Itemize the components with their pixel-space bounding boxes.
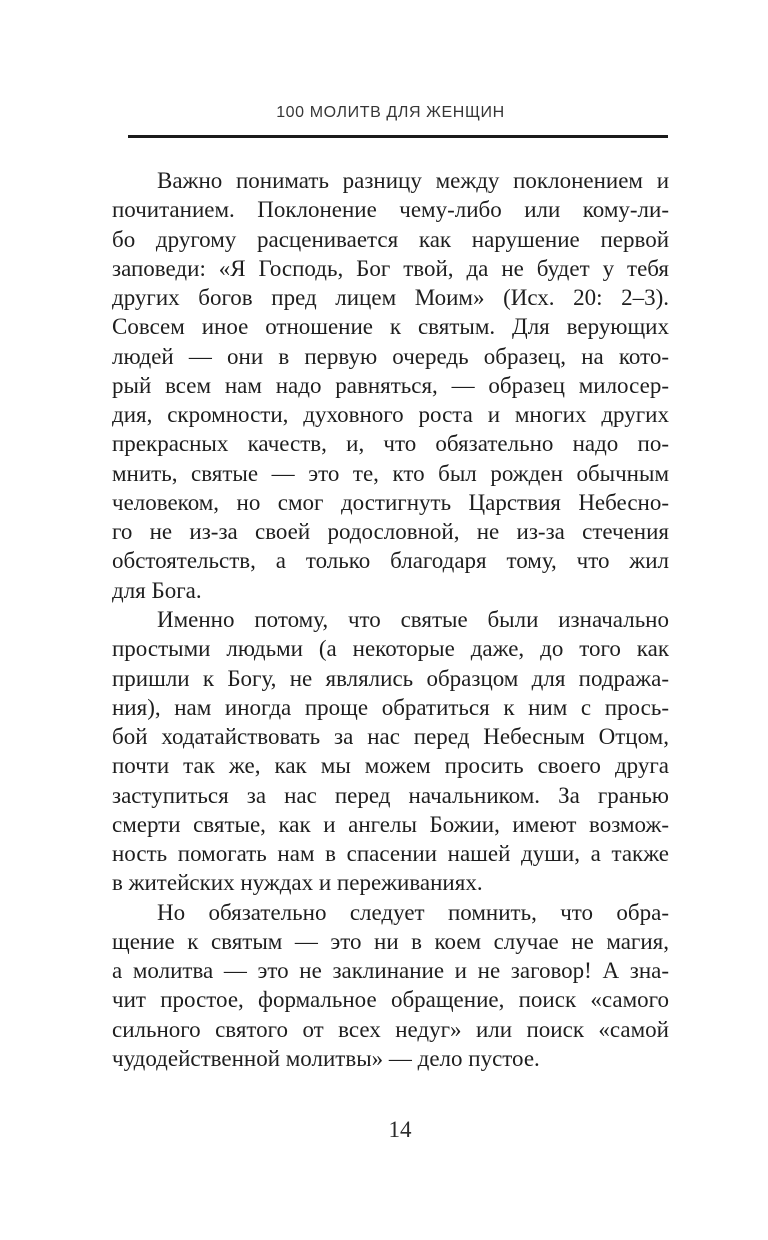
text-line: пришли к Богу, не являлись образцом для подража- <box>112 665 669 691</box>
text-line: простыми людьми (а некоторые даже, до того как <box>112 636 669 662</box>
text-line: сильного святого от всех недуг» или поиск «самой <box>112 1016 669 1042</box>
text-line: заповеди: «Я Господь, Бог твой, да не будет у тебя <box>112 255 669 281</box>
text-line: дия, скромности, духовного роста и многих других <box>112 402 669 428</box>
text-line: чит простое, формальное обращение, поиск «самого <box>112 987 669 1013</box>
text-line: щение к святым — это ни в коем случае не магия, <box>112 928 669 954</box>
header-rule <box>128 135 668 138</box>
text-line: Именно потому, что святые были изначально <box>157 606 669 632</box>
text-line: для Бога. <box>112 577 202 603</box>
running-header: 100 МОЛИТВ ДЛЯ ЖЕНЩИН <box>276 104 505 121</box>
text-line: а молитва — это не заклинание и не заговор! А зна- <box>112 958 669 984</box>
text-line: Но обязательно следует помнить, что обра- <box>157 899 669 925</box>
text-line: рый всем нам надо равняться, — образец милосер- <box>112 372 669 398</box>
text-line: смерти святые, как и ангелы Божии, имеют возмож- <box>112 811 669 837</box>
text-line: заступиться за нас перед начальником. За гранью <box>112 782 669 808</box>
text-line: мнить, святые — это те, кто был рожден обычным <box>112 460 669 486</box>
text-line: почти так же, как мы можем просить своего друга <box>112 753 669 779</box>
text-line: людей — они в первую очередь образец, на кото- <box>112 343 669 369</box>
text-line: Важно понимать разницу между поклонением и <box>157 168 669 193</box>
text-line: Совсем иное отношение к святым. Для верующих <box>112 314 669 340</box>
text-line: бо другому расценивается как нарушение первой <box>112 226 669 252</box>
text-line: в житейских нуждах и переживаниях. <box>112 870 483 896</box>
text-line: человеком, но смог достигнуть Царствия Небесно- <box>112 489 669 515</box>
text-line: ность помогать нам в спасении нашей души, а также <box>112 841 669 867</box>
text-line: ния), нам иногда проще обратиться к ним с прось- <box>112 694 669 720</box>
body-text <box>112 166 669 1073</box>
text-line: бой ходатайствовать за нас перед Небесным Отцом, <box>112 724 669 750</box>
text-line: чудодейственной молитвы» — дело пустое. <box>112 1045 540 1071</box>
text-line: прекрасных качеств, и, что обязательно надо по- <box>112 431 669 457</box>
page-number: 14 <box>388 1117 412 1142</box>
text-line: го не из-за своей родословной, не из-за стечения <box>112 519 669 545</box>
text-line: почитанием. Поклонение чему-либо или кому-ли- <box>112 197 669 223</box>
text-line: других богов пред лицем Моим» (Исх. 20: 2–3). <box>112 285 669 311</box>
text-line: обстоятельств, а только благодаря тому, что жил <box>112 548 669 574</box>
